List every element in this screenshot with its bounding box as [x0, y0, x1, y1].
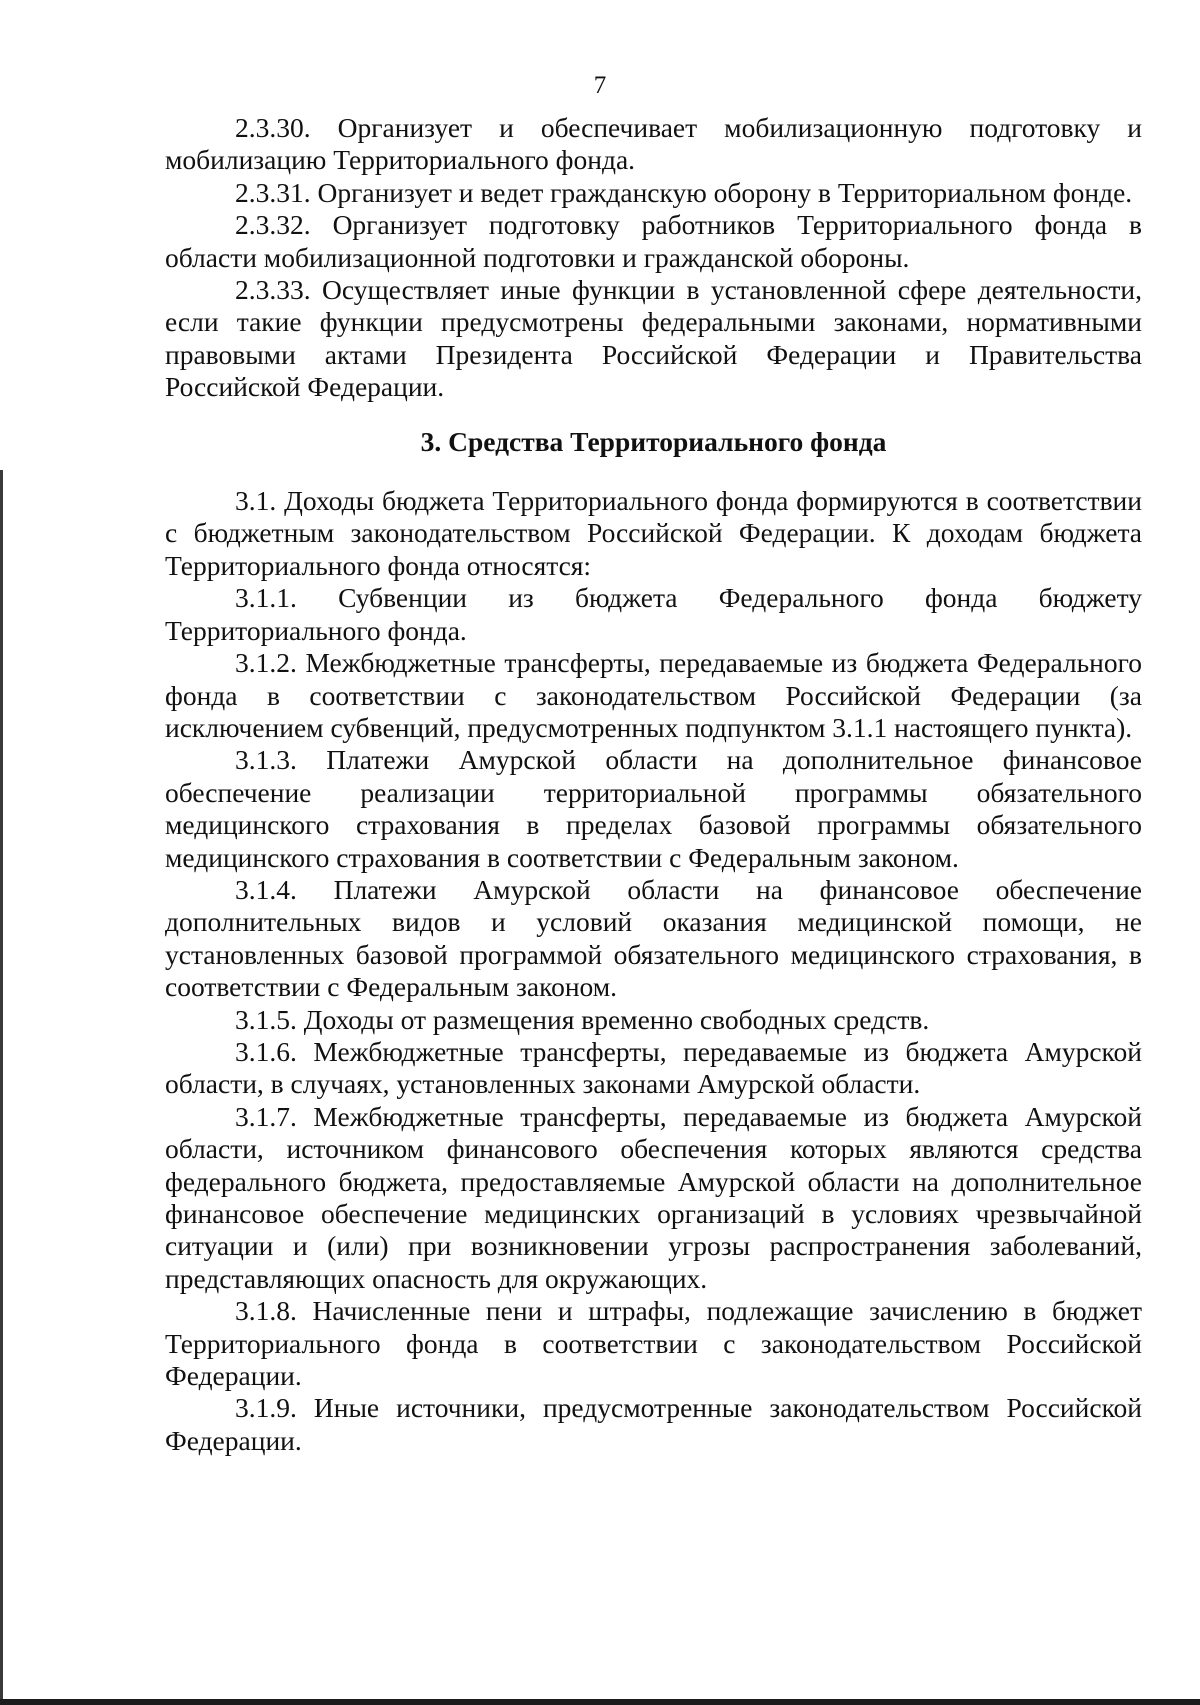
section-heading: 3. Средства Территориального фонда — [420, 425, 887, 457]
document-body — [165, 112, 1142, 1457]
paragraph-3-1-1: 3.1.1. Субвенции из бюджета Федерального фонда бюджету Территориального фонда. — [165, 582, 1142, 646]
paragraph-2-3-32: 2.3.32. Организует подготовку работников Территориального фонда в области мобилизационной подготовки и гражданской обороны. — [165, 209, 1142, 273]
paragraph-3-1-4: 3.1.4. Платежи Амурской области на финансовое обеспечение дополнительных видов и условий оказания медицинской помощи, не установленных базовой программой обязательного медицинского страхования, в соответствии с Федеральным законом. — [165, 873, 1142, 1003]
paragraph-3-1-6: 3.1.6. Межбюджетные трансферты, передаваемые из бюджета Амурской области, в случаях, установленных законами Амурской области. — [165, 1035, 1142, 1100]
paragraph-3-1-8: 3.1.8. Начисленные пени и штрафы, подлежащие зачислению в бюджет Территориального фонда в соответствии с законодательством Российской Федерации. — [165, 1295, 1142, 1392]
paragraph-3-1: 3.1. Доходы бюджета Территориального фонда формируются в соответствии с бюджетным законодательством Российской Федерации. К доходам бюджета Территориального фонда относятся: — [165, 485, 1142, 581]
paragraph-2-3-30: 2.3.30. Организует и обеспечивает мобилизационную подготовку и мобилизацию Территориального фонда. — [165, 112, 1142, 176]
paragraph-3-1-5: 3.1.5. Доходы от размещения временно свободных средств. — [235, 1003, 930, 1035]
paragraph-2-3-33: 2.3.33. Осуществляет иные функции в установленной сфере деятельности, если такие функции предусмотрены федеральными законами, нормативными правовыми актами Президента Российской Федерации и Правительства Российской Федерации. — [165, 274, 1142, 403]
paragraph-3-1-7: 3.1.7. Межбюджетные трансферты, передаваемые из бюджета Амурской области, источником финансового обеспечения которых являются средства федерального бюджета, предоставляемые Амурской области на дополнительное финансовое обеспечение медицинских организаций в условиях чрезвычайной ситуации и (или) при возникновении угрозы распространения заболеваний, представляющих опасность для окружающих. — [165, 1100, 1142, 1294]
scan-edge-bottom — [0, 1699, 1200, 1705]
paragraph-2-3-31: 2.3.31. Организует и ведет гражданскую оборону в Территориальном фонде. — [235, 176, 1133, 208]
scan-edge-left — [0, 470, 3, 1705]
paragraph-3-1-2: 3.1.2. Межбюджетные трансферты, передаваемые из бюджета Федерального фонда в соответствии с законодательством Российской Федерации (за исключением субвенций, предусмотренных подпунктом 3.1.1 настоящего пункта). — [165, 647, 1142, 743]
page-number: 7 — [593, 72, 607, 99]
paragraph-3-1-3: 3.1.3. Платежи Амурской области на дополнительное финансовое обеспечение реализации территориальной программы обязательного медицинского страхования в пределах базовой программы обязательного медицинского страхования в соответствии с Федеральным законом. — [165, 744, 1142, 873]
paragraph-3-1-9: 3.1.9. Иные источники, предусмотренные законодательством Российской Федерации. — [165, 1392, 1142, 1456]
